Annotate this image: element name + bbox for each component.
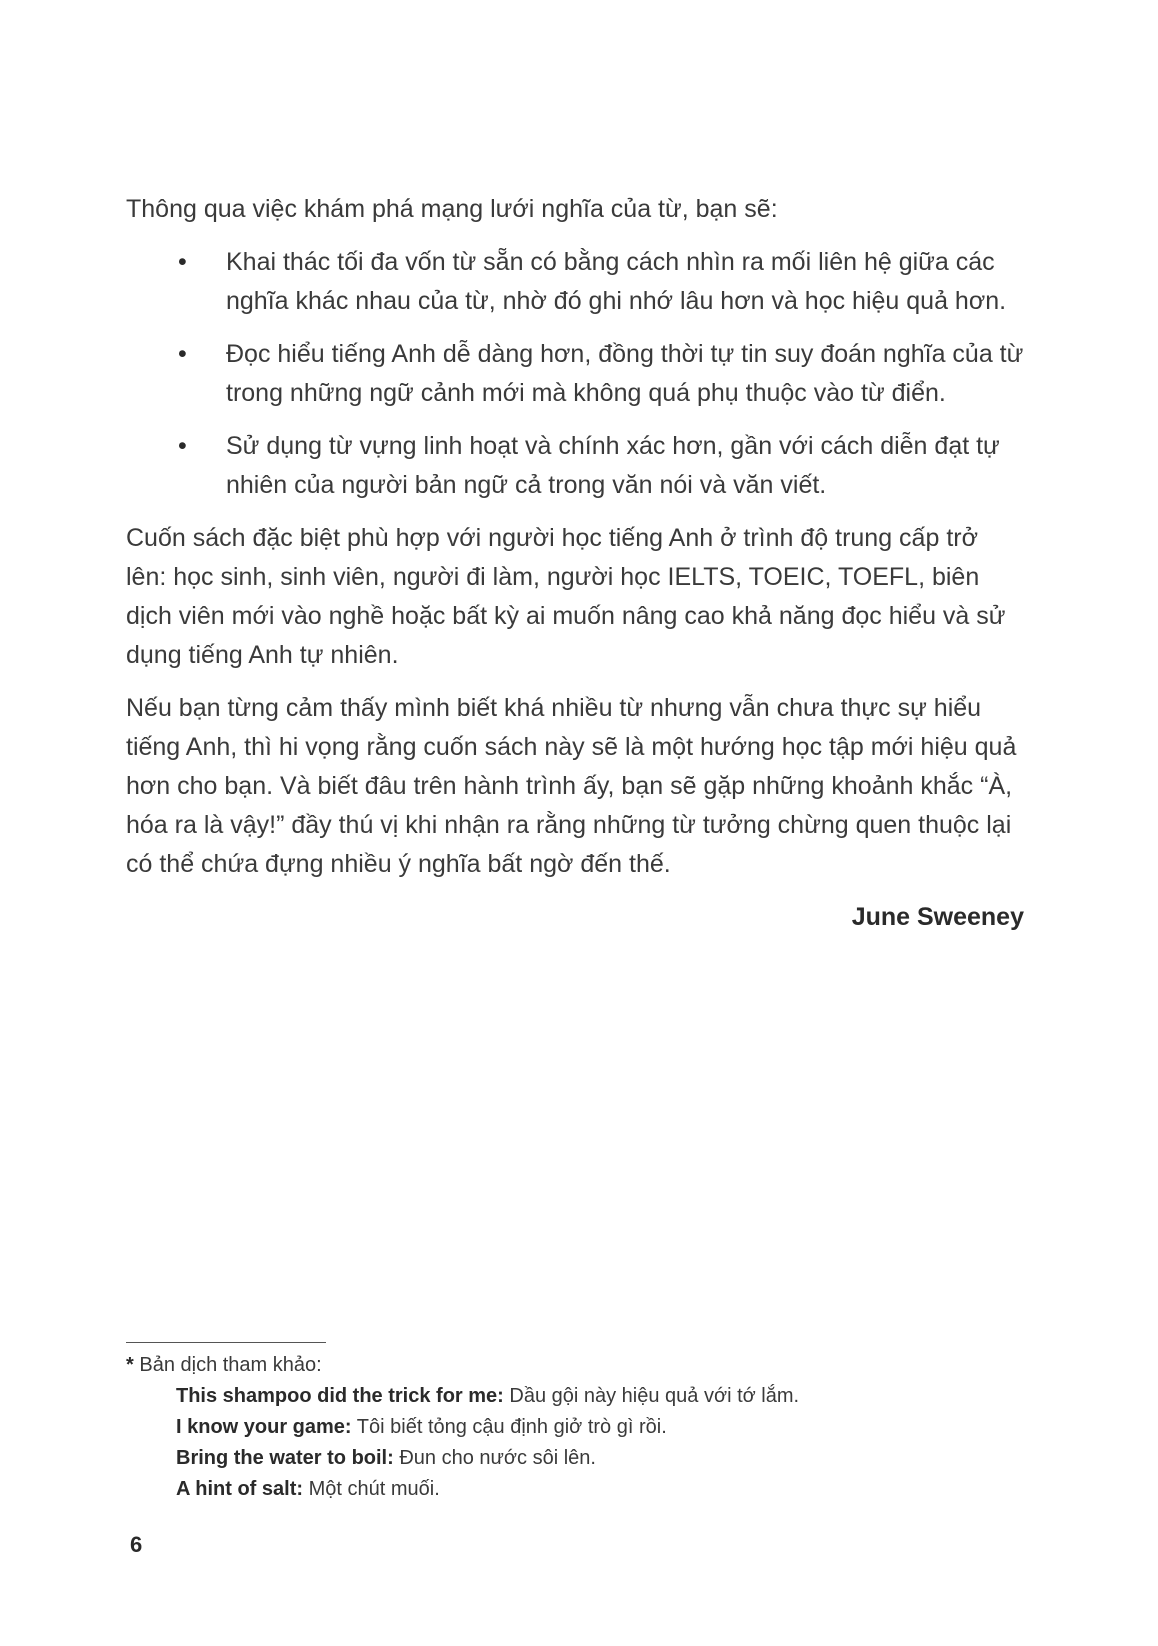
footnote-divider: [126, 1342, 326, 1343]
footnote-marker: *: [126, 1354, 134, 1376]
footnote-term: Bring the water to boil:: [176, 1447, 394, 1469]
bullet-icon: •: [178, 340, 187, 368]
list-item: [126, 243, 1024, 321]
footnote-translation: Tôi biết tỏng cậu định giở trò gì rồi.: [356, 1416, 667, 1438]
footnote-term: This shampoo did the trick for me:: [176, 1385, 504, 1407]
footnote-item: [126, 1443, 1024, 1474]
list-item-text: Đọc hiểu tiếng Anh dễ dàng hơn, đồng thời tự tin suy đoán nghĩa của từ trong những ngữ cảnh mới mà không quá phụ thuộc vào từ điển.: [226, 340, 1024, 407]
footnote-item: [126, 1381, 1024, 1412]
footnote: [126, 1350, 1024, 1505]
footnote-heading-text: Bản dịch tham khảo:: [139, 1354, 322, 1376]
paragraph-audience: Cuốn sách đặc biệt phù hợp với người học tiếng Anh ở trình độ trung cấp trở lên: học sinh, sinh viên, người đi làm, người học IELTS, TOEIC, TOEFL, biên dịch viên mới vào nghề hoặc bất kỳ ai muốn nâng cao khả năng đọc hiểu và sử dụng tiếng Anh tự nhiên.: [126, 524, 1006, 669]
list-item-text: Khai thác tối đa vốn từ sẵn có bằng cách nhìn ra mối liên hệ giữa các nghĩa khác nhau của từ, nhờ đó ghi nhớ lâu hơn và học hiệu quả hơn.: [226, 248, 1007, 315]
footnote-item: [126, 1412, 1024, 1443]
footnote-translation: Dầu gội này hiệu quả với tớ lắm.: [509, 1385, 800, 1407]
bullet-icon: •: [178, 248, 187, 276]
benefits-list: [126, 243, 1024, 505]
footnote-item: [126, 1474, 1024, 1505]
footnote-translation: Đun cho nước sôi lên.: [399, 1447, 596, 1469]
footnote-term: A hint of salt:: [176, 1478, 304, 1500]
paragraph-closing: Nếu bạn từng cảm thấy mình biết khá nhiều từ nhưng vẫn chưa thực sự hiểu tiếng Anh, thì hi vọng rằng cuốn sách này sẽ là một hướng học tập mới hiệu quả hơn cho bạn. Và biết đâu trên hành trình ấy, bạn sẽ gặp những khoảnh khắc “À, hóa ra là vậy!” đầy thú vị khi nhận ra rằng những từ tưởng chừng quen thuộc lại có thể chứa đựng nhiều ý nghĩa bất ngờ đến thế.: [126, 694, 1017, 878]
list-item-text: Sử dụng từ vựng linh hoạt và chính xác hơn, gần với cách diễn đạt tự nhiên của người bản ngữ cả trong văn nói và văn viết.: [226, 432, 1000, 499]
footnote-heading: [126, 1350, 1024, 1381]
intro-text: Thông qua việc khám phá mạng lưới nghĩa của từ, bạn sẽ:: [126, 195, 778, 223]
list-item: [126, 335, 1024, 413]
footnote-term: I know your game:: [176, 1416, 352, 1438]
bullet-icon: •: [178, 432, 187, 460]
footnote-translation: Một chút muối.: [308, 1478, 440, 1500]
list-item: [126, 427, 1024, 505]
author-signature: June Sweeney: [851, 903, 1024, 931]
page-number: 6: [130, 1532, 143, 1557]
main-content: [126, 190, 1024, 937]
